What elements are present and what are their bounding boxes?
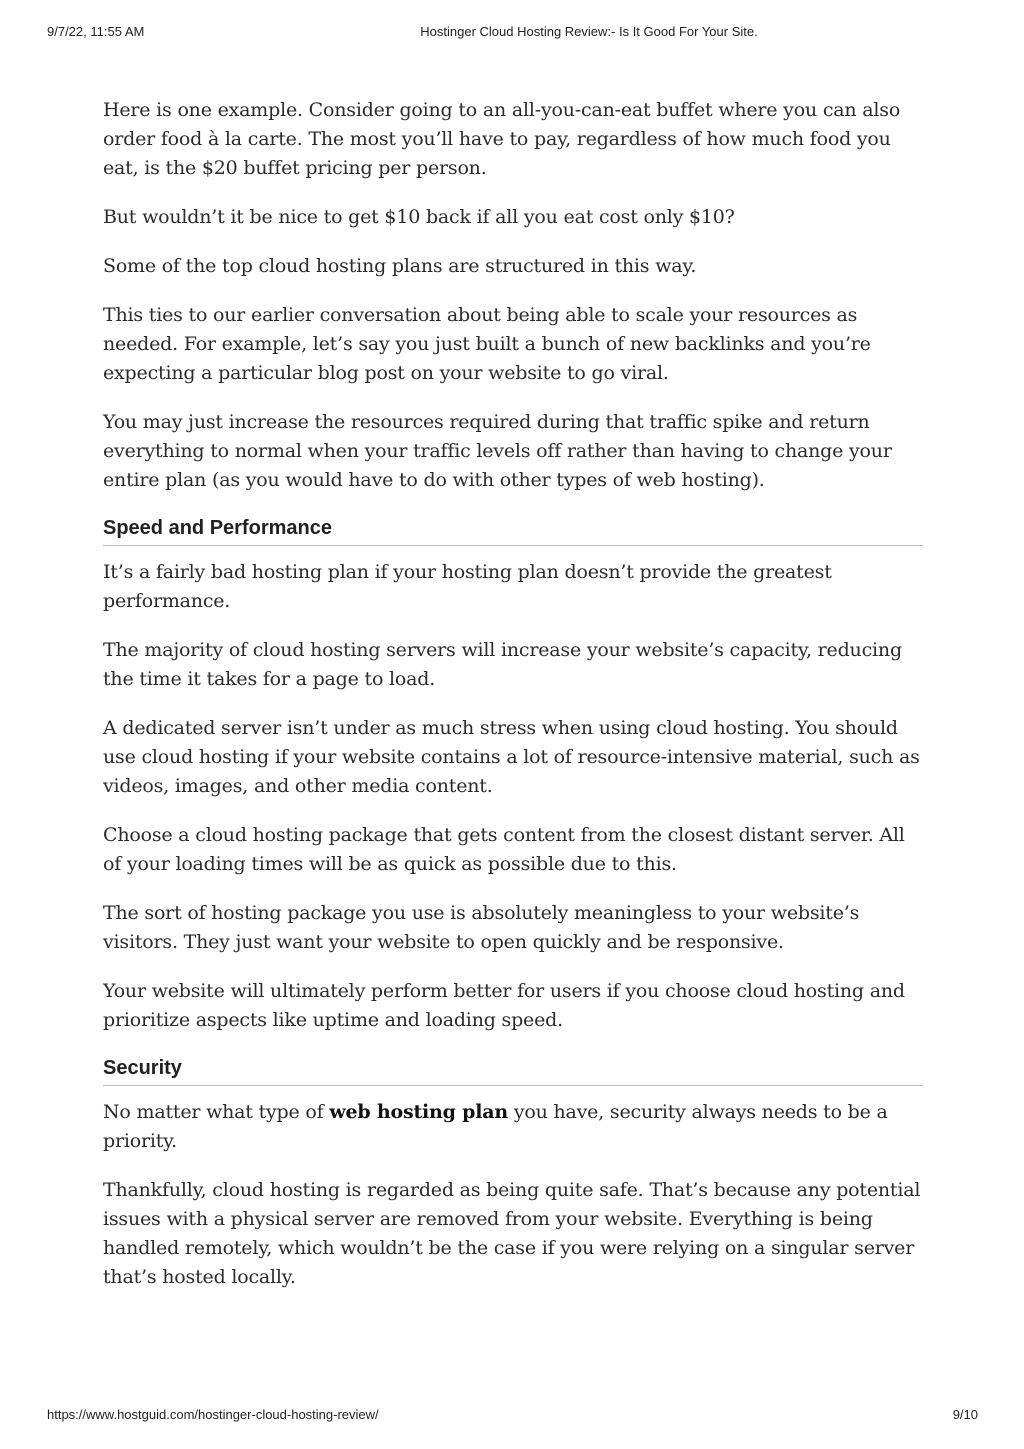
security-text-after: you have, security always needs to be a priority.: [103, 1101, 888, 1152]
paragraph-cloud-safe: Thankfully, cloud hosting is regarded as being quite safe. That’s because any potential issues with a physical server are removed from your website. Everything is being handled remotely, which wouldn’t be the case if you were relying on a singular server that’s hosted locally.: [103, 1179, 921, 1288]
paragraph-uptime: Your website will ultimately perform better for users if you choose cloud hosting and prioritize aspects like uptime and loading speed.: [103, 980, 905, 1031]
paragraph-scale-resources: This ties to our earlier conversation about being able to scale your resources as needed. For example, let’s say you just built a bunch of new backlinks and you’re expecting a particular blog post on your website to go viral.: [103, 304, 871, 384]
print-header: [0, 24, 1024, 44]
paragraph-plan-structure: Some of the top cloud hosting plans are structured in this way.: [103, 255, 697, 277]
paragraph-traffic-spike: You may just increase the resources required during that traffic spike and return everything to normal when your traffic levels off rather than having to change your entire plan (as you would have to do with other types of web hosting).: [103, 411, 892, 491]
paragraph-security-priority: [103, 1098, 923, 1156]
page-number: 9/10: [952, 1407, 978, 1422]
security-text-before: No matter what type of: [103, 1101, 330, 1123]
print-footer: [0, 1407, 1024, 1427]
paragraph-refund: But wouldn’t it be nice to get $10 back if all you eat cost only $10?: [103, 206, 735, 228]
paragraph-buffet-example: Here is one example. Consider going to an all-you-can-eat buffet where you can also order food à la carte. The most you’ll have to pay, regardless of how much food you eat, is the $20 buffet pricing per person.: [103, 99, 901, 179]
print-datetime: 9/7/22, 11:55 AM: [47, 24, 145, 39]
paragraph-capacity: The majority of cloud hosting servers will increase your website’s capacity, reducing the time it takes for a page to load.: [103, 639, 902, 690]
article-body: [103, 96, 923, 1312]
heading-security: Security: [103, 1055, 923, 1086]
print-url: https://www.hostguid.com/hostinger-cloud-hosting-review/: [47, 1407, 379, 1422]
paragraph-dedicated-server: A dedicated server isn’t under as much stress when using cloud hosting. You should use cloud hosting if your website contains a lot of resource-intensive material, such as videos, images, and other media content.: [103, 717, 920, 797]
web-hosting-plan-link[interactable]: web hosting plan: [329, 1101, 508, 1123]
paragraph-closest-server: Choose a cloud hosting package that gets content from the closest distant server. All of your loading times will be as quick as possible due to this.: [103, 824, 905, 875]
print-page-title: Hostinger Cloud Hosting Review:- Is It Good For Your Site.: [420, 24, 758, 39]
paragraph-visitors: The sort of hosting package you use is absolutely meaningless to your website’s visitors. They just want your website to open quickly and be responsive.: [103, 902, 860, 953]
heading-speed-performance: Speed and Performance: [103, 515, 923, 546]
paragraph-bad-plan: It’s a fairly bad hosting plan if your hosting plan doesn’t provide the greatest performance.: [103, 561, 832, 612]
